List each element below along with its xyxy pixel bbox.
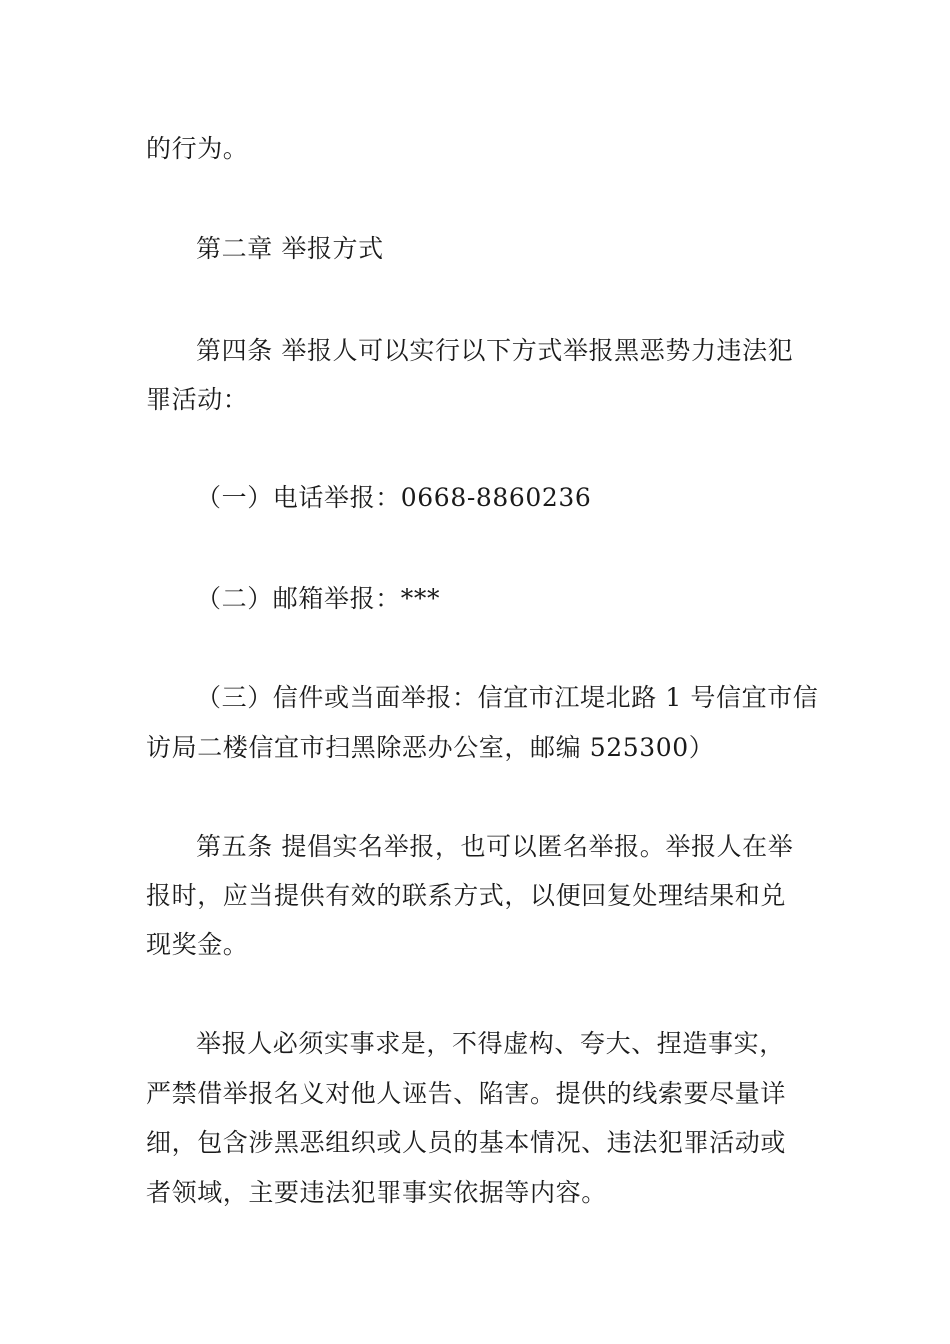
report-method-phone: （一）电话举报：0668-8860236 bbox=[196, 483, 592, 512]
article-4-line-2: 罪活动： bbox=[146, 385, 249, 414]
requirements-line-2: 严禁借举报名义对他人诬告、陷害。提供的线索要尽量详 bbox=[146, 1079, 787, 1108]
report-method-email: （二）邮箱举报：*** bbox=[196, 584, 441, 613]
requirements-line-3: 细，包含涉黑恶组织或人员的基本情况、违法犯罪活动或 bbox=[146, 1128, 787, 1157]
report-method-letter-line-2: 访局二楼信宜市扫黑除恶办公室，邮编 525300） bbox=[146, 733, 715, 762]
article-5-line-1: 第五条 提倡实名举报，也可以匿名举报。举报人在举 bbox=[196, 832, 794, 861]
report-method-letter-line-1: （三）信件或当面举报：信宜市江堤北路 1 号信宜市信 bbox=[196, 683, 819, 712]
chapter-heading: 第二章 举报方式 bbox=[196, 234, 384, 263]
requirements-line-1: 举报人必须实事求是，不得虚构、夸大、捏造事实， bbox=[196, 1029, 785, 1058]
article-5-line-2: 报时，应当提供有效的联系方式，以便回复处理结果和兑 bbox=[146, 881, 787, 910]
requirements-line-4: 者领域，主要违法犯罪事实依据等内容。 bbox=[146, 1178, 607, 1207]
article-5-line-3: 现奖金。 bbox=[146, 930, 249, 959]
article-4-line-1: 第四条 举报人可以实行以下方式举报黑恶势力违法犯 bbox=[196, 336, 794, 365]
paragraph-fragment-line: 的行为。 bbox=[146, 134, 249, 163]
